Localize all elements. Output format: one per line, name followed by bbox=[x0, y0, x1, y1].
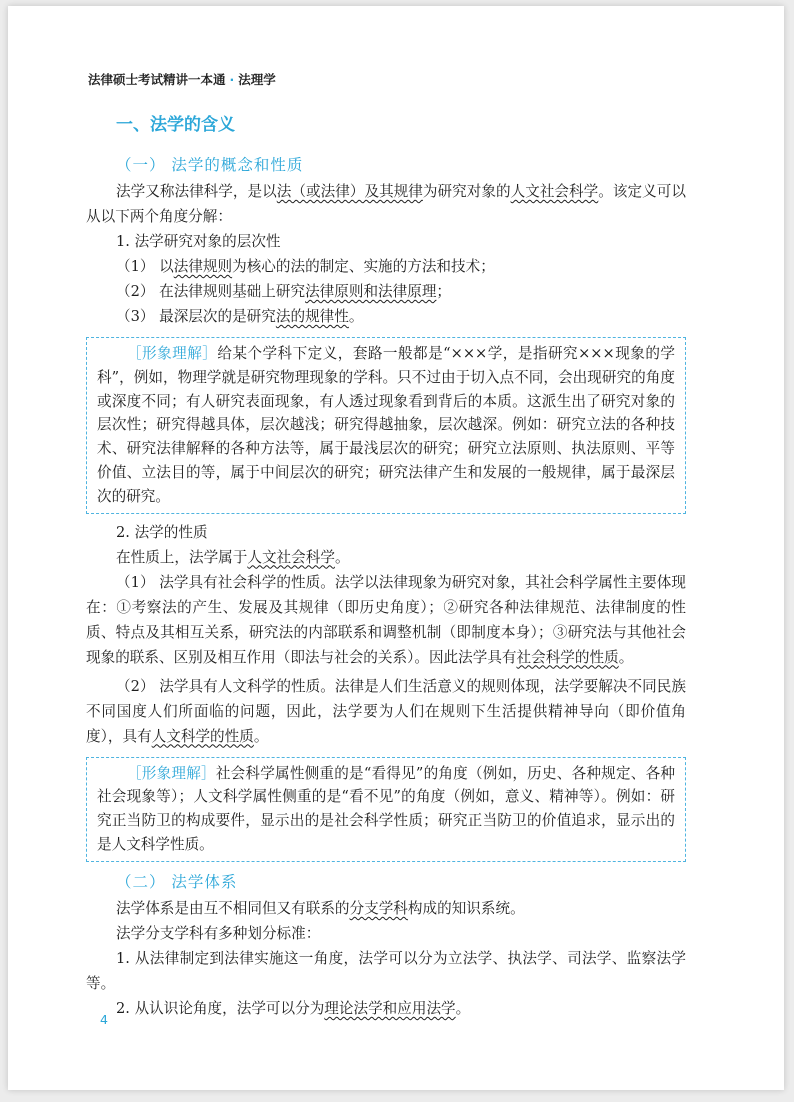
social-science-end: 。 bbox=[618, 648, 634, 666]
page-number: 4 bbox=[100, 1012, 108, 1027]
humanities-emphasis: 人文科学的性质 bbox=[151, 727, 254, 745]
level-item-2 bbox=[86, 279, 686, 304]
social-science-text: （1） 法学具有社会科学的性质。法学以法律现象为研究对象，其社会科学属性主要体现在：①考察法的产生、发展及其规律（即历史角度）；②研究各种法律规范、法律制度的性质、特点及其相互关系，研究法的内部联系和调整机制（即制度本身）；③研究法与其他社会现象的联系、区别及相互作用（即法与社会的关系）。因此法学具有 bbox=[86, 573, 686, 666]
level-3-text-c: 。 bbox=[348, 308, 364, 325]
system-text-a: 法学体系是由互不相同但又有联系的 bbox=[116, 899, 350, 917]
social-science-paragraph bbox=[86, 570, 686, 670]
running-header bbox=[88, 70, 276, 88]
intro-paragraph bbox=[86, 179, 686, 229]
subsection-title-1: （一） 法学的概念和性质 bbox=[116, 156, 304, 174]
nature-emphasis: 人文社会科学 bbox=[247, 548, 335, 566]
callout-1-tag: ［形象理解］ bbox=[127, 345, 218, 362]
section-title: 一、法学的含义 bbox=[116, 115, 235, 135]
callout-2-body: 社会科学属性侧重的是“看得见”的角度（例如，历史、各种规定、各种社会现象等）；人文科学属性侧重的是“看不见”的角度（例如，意义、精神等）。例如：研究正当防卫的构成要件，显示出的是社会科学性质；研究正当防卫的价值追求，显示出的是人文科学性质。 bbox=[97, 764, 675, 853]
level-2-text-c: ； bbox=[436, 283, 452, 300]
intro-text-c: 为研究对象的 bbox=[422, 183, 511, 200]
intro-text-a: 法学又称法律科学，是以 bbox=[116, 183, 277, 200]
book-title: 法律硕士考试精讲一本通 bbox=[88, 72, 226, 87]
classification-2-text-a: 2. 从认识论角度，法学可以分为 bbox=[116, 999, 325, 1017]
subsection-title-2: （二） 法学体系 bbox=[116, 872, 238, 891]
intro-emphasis-object: 法（或法律）及其规律 bbox=[276, 183, 423, 200]
level-item-3 bbox=[86, 304, 686, 329]
level-3-text-a: （3） 最深层次的是研究 bbox=[116, 308, 276, 325]
callout-2-tag: ［形象理解］ bbox=[127, 764, 216, 782]
nature-summary bbox=[86, 545, 686, 570]
document-page bbox=[8, 6, 784, 1090]
classification-2-emphasis: 理论法学和应用法学 bbox=[324, 999, 456, 1017]
level-1-text-c: 为核心的法的制定、实施的方法和技术； bbox=[232, 258, 495, 275]
humanities-paragraph bbox=[86, 674, 686, 749]
system-definition bbox=[86, 896, 686, 921]
classification-item-1: 1. 从法律制定到法律实施这一角度，法学可以分为立法学、执法学、司法学、监察法学等。 bbox=[86, 949, 686, 992]
classification-item-2 bbox=[86, 996, 686, 1021]
social-science-emphasis: 社会科学的性质 bbox=[516, 648, 619, 666]
nature-text-a: 在性质上，法学属于 bbox=[116, 548, 248, 566]
callout-2-text bbox=[97, 762, 675, 857]
humanities-text: （2） 法学具有人文科学的性质。法律是人们生活意义的规则体现，法学要解决不同民族不同国度人们所面临的问题，因此，法学要为人们在规则下生活提供精神导向（即价值角度），具有 bbox=[86, 677, 686, 745]
callout-1-text bbox=[97, 342, 675, 509]
level-2-emphasis: 法律原则和法律原理 bbox=[305, 283, 437, 300]
intro-emphasis-discipline: 人文社会科学 bbox=[510, 183, 599, 200]
nature-text-c: 。 bbox=[334, 548, 350, 566]
subject-title: 法理学 bbox=[238, 72, 276, 87]
level-1-text-a: （1） 以 bbox=[116, 258, 174, 275]
level-2-text-a: （2） 在法律规则基础上研究 bbox=[116, 283, 306, 300]
callout-box-1 bbox=[86, 337, 686, 514]
system-text-c: 构成的知识系统。 bbox=[407, 899, 525, 917]
intro-text-e: 。该定义可以从以下两个角度分解： bbox=[86, 183, 686, 225]
point-2-heading: 2. 法学的性质 bbox=[116, 523, 208, 541]
level-3-emphasis: 法的规律性 bbox=[275, 308, 349, 325]
point-1-heading: 1. 法学研究对象的层次性 bbox=[116, 233, 281, 250]
humanities-end: 。 bbox=[253, 727, 269, 745]
classification-intro: 法学分支学科有多种划分标准： bbox=[116, 924, 321, 942]
system-emphasis: 分支学科 bbox=[349, 899, 408, 917]
level-1-emphasis: 法律规则 bbox=[173, 258, 233, 275]
header-separator: · bbox=[229, 72, 235, 87]
classification-2-text-c: 。 bbox=[455, 999, 471, 1017]
page-content bbox=[86, 106, 686, 1021]
callout-box-2 bbox=[86, 757, 686, 862]
level-item-1 bbox=[86, 254, 686, 279]
callout-1-body: 给某个学科下定义，套路一般都是“×××学，是指研究×××现象的学科”，例如，物理学就是研究物理现象的学科。只不过由于切入点不同，会出现研究的角度或深度不同；有人研究表面现象，有人透过现象看到背后的本质。这派生出了研究对象的层次性；研究得越具体，层次越浅；研究得越抽象，层次越深。例如：研究立法的各种技术、研究法律解释的各种方法等，属于最浅层次的研究；研究立法原则、执法原则、平等价值、立法目的等，属于中间层次的研究；研究法律产生和发展的一般规律，属于最深层次的研究。 bbox=[97, 345, 675, 505]
